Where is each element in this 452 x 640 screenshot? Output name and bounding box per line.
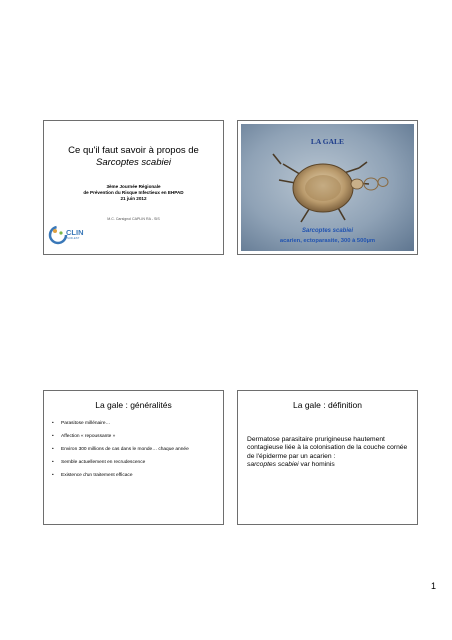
logo-text: CLIN <box>66 228 84 237</box>
conference-line-1: 3ème Journée Régionale <box>106 184 161 189</box>
slide-definition <box>237 390 418 525</box>
photo-title: LA GALE <box>310 137 345 146</box>
conference-line-2: de Prévention du Risque Infectieux en EHPAD <box>83 190 184 195</box>
definition-body: Dermatose parasitaire prurigineuse hautement contagieuse liée à la colonisation de la couche cornée de l'épiderme par un acarien : <box>247 436 408 460</box>
definition-species: sarcoptes scabiei <box>247 460 299 468</box>
author-credit: M.C. Carsignol CAPLIN RA - SIS <box>107 217 160 221</box>
mite-photo <box>241 124 414 251</box>
logo-subtext: SUD-EST <box>67 236 80 240</box>
definition-variety: var hominis <box>298 460 335 468</box>
list-item: • Environ 300 millions de cas dans le monde… chaque année <box>52 447 217 453</box>
conference-info <box>44 184 223 202</box>
slide-heading: La gale : généralités <box>95 400 172 410</box>
list-item: • Semble actuellement en recrudescence <box>52 460 217 466</box>
conference-date: 21 juin 2012 <box>120 196 147 201</box>
photo-caption-description: acarien, ectoparasite, 300 à 500µm <box>279 238 376 244</box>
clin-logo-icon <box>48 225 68 245</box>
title-line-2: Sarcoptes scabiei <box>96 157 171 168</box>
page-number: 1 <box>431 581 437 591</box>
list-item: • Existence d'un traitement efficace <box>52 473 217 479</box>
slide-photo <box>237 120 418 255</box>
definition-text <box>247 436 411 469</box>
list-item: • Parasitose millénaire… <box>52 421 217 427</box>
slide-heading: La gale : définition <box>293 400 362 410</box>
title-line-1: Ce qu'il faut savoir à propos de <box>68 145 199 156</box>
slide-title-heading <box>44 145 223 169</box>
slide-title <box>43 120 224 255</box>
list-item: • Affection « repoussante » <box>52 434 217 440</box>
clin-logo <box>48 225 84 245</box>
photo-caption-species: Sarcoptes scabiei <box>301 228 354 234</box>
slide-generalites <box>43 390 224 525</box>
bullet-list <box>52 421 217 486</box>
